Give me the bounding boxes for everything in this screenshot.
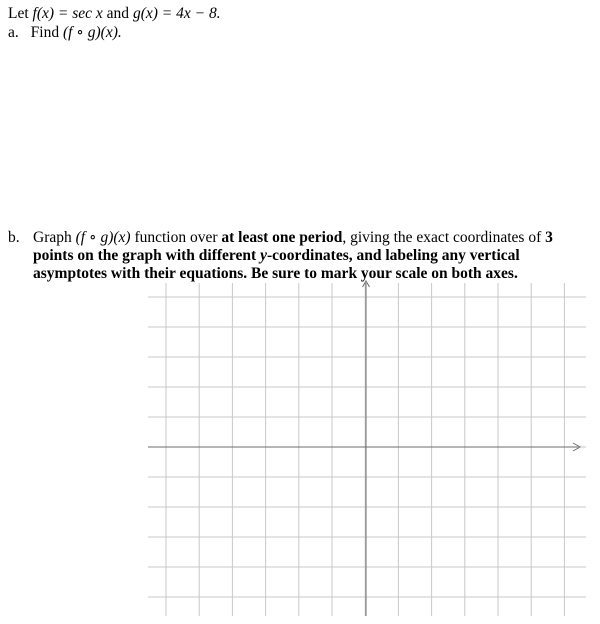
part-b-l1-b: function over <box>130 229 222 246</box>
intro-prefix: Let <box>8 5 33 22</box>
part-a-expression: (f ∘ g)(x). <box>62 24 122 41</box>
part-b-expression: (f ∘ g)(x) <box>75 229 131 246</box>
part-b-l2-a: points on the graph with different <box>33 247 261 264</box>
part-b-line-3: asymptotes with their equations. Be sure to mark your scale on both axes. <box>33 265 518 282</box>
part-b-l1-c: , giving the exact coordinates of <box>342 229 546 246</box>
part-b-l1-a: Graph <box>33 229 76 246</box>
part-b-l2-b: -coordinates, and labeling any vertical <box>266 247 520 264</box>
part-b-l2-var: y <box>260 247 267 264</box>
grid-lines <box>148 283 586 616</box>
part-a-text: Find <box>30 24 63 41</box>
part-b-bold-three: 3 <box>545 229 553 246</box>
f-definition: f(x) = sec x <box>32 5 103 22</box>
part-a-label: a. <box>8 24 19 41</box>
part-b-label: b. <box>8 229 20 246</box>
intro-and: and <box>102 5 133 22</box>
part-b-bold-period: at least one period <box>221 229 343 246</box>
g-definition: g(x) = 4x − 8. <box>132 5 221 22</box>
